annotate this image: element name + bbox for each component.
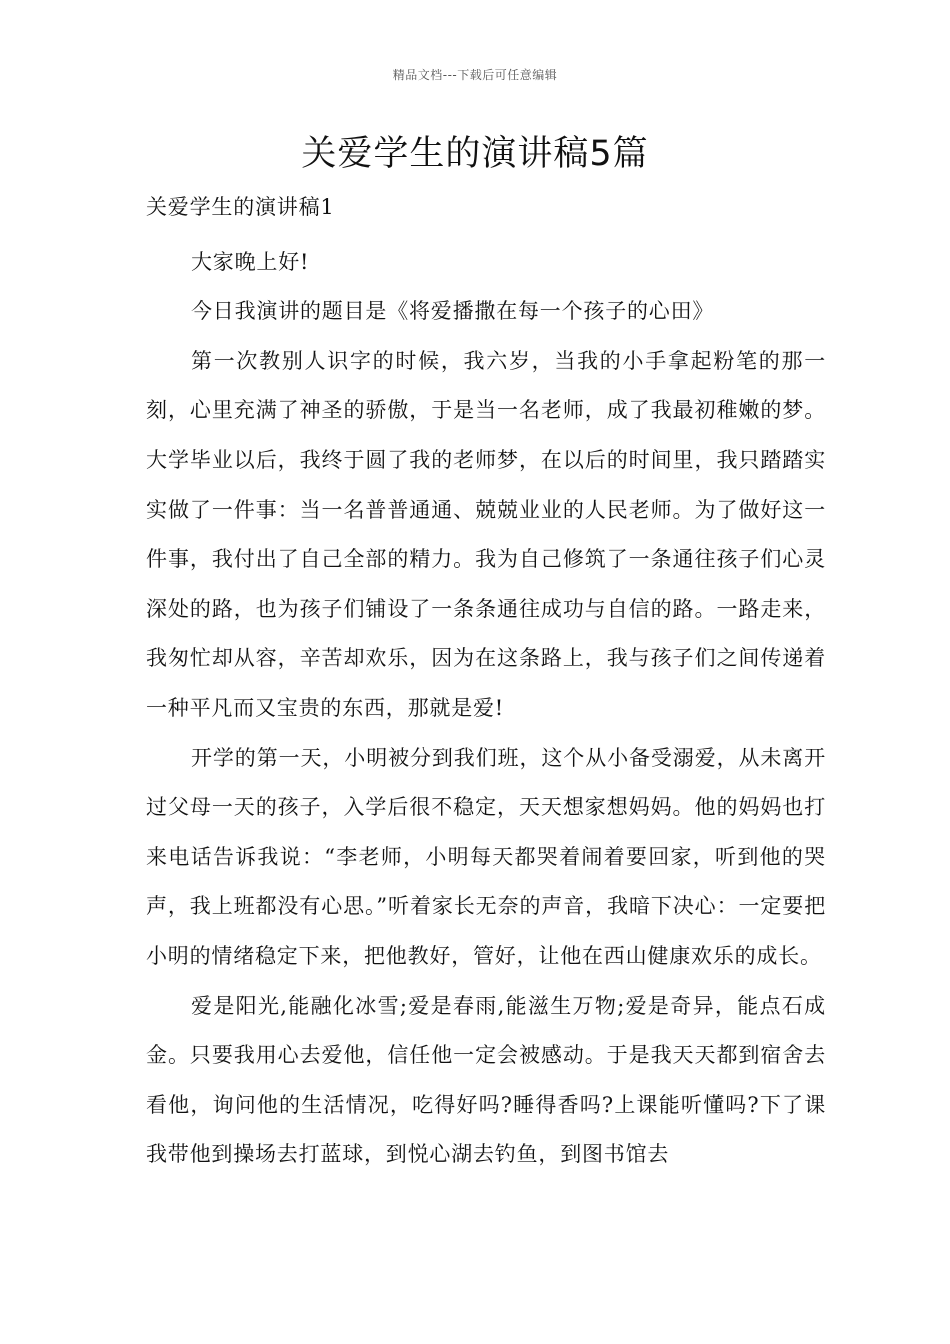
header-note: 精品文档---下载后可任意编辑 [392,68,558,82]
paragraph-topic: 今日我演讲的题目是《将爱播撒在每一个孩子的心田》 [191,299,715,324]
document-body [146,183,826,1180]
paragraph-love: 爱是阳光,能融化冰雪;爱是春雨,能滋生万物;爱是奇异，能点石成金。只要我用心去爱他，信任他一定会被感动。于是我天天都到宿舍去看他，询问他的生活情况，吃得好吗?睡得香吗?上课能听懂吗?下了课我带他到操场去打蓝球，到悦心湖去钓鱼，到图书馆去 [146,993,826,1167]
paragraph-xiaoming: 开学的第一天，小明被分到我们班，这个从小备受溺爱，从未离开过父母一天的孩子，入学后很不稳定，天天想家想妈妈。他的妈妈也打来电话告诉我说：“李老师，小明每天都哭着闹着要回家，听到他的哭声，我上班都没有心思。”听着家长无奈的声音，我暗下决心：一定要把小明的情绪稳定下来，把他教好，管好，让他在西山健康欢乐的成长。 [146,745,826,968]
paragraph-greeting: 大家晚上好! [191,249,310,274]
document-title: 关爱学生的演讲稿5篇 [301,134,649,174]
paragraph-first-teaching: 第一次教别人识字的时候，我六岁，当我的小手拿起粉笔的那一刻，心里充满了神圣的骄傲，于是当一名老师，成了我最初稚嫩的梦。大学毕业以后，我终于圆了我的老师梦，在以后的时间里，我只踏踏实实做了一件事：当一名普普通通、兢兢业业的人民老师。为了做好这一件事，我付出了自己全部的精力。我为自己修筑了一条通往孩子们心灵深处的路，也为孩子们铺设了一条条通往成功与自信的路。一路走来，我匆忙却从容，辛苦却欢乐，因为在这条路上，我与孩子们之间传递着一种平凡而又宝贵的东西，那就是爱! [146,348,826,720]
section-heading: 关爱学生的演讲稿1 [146,195,335,219]
